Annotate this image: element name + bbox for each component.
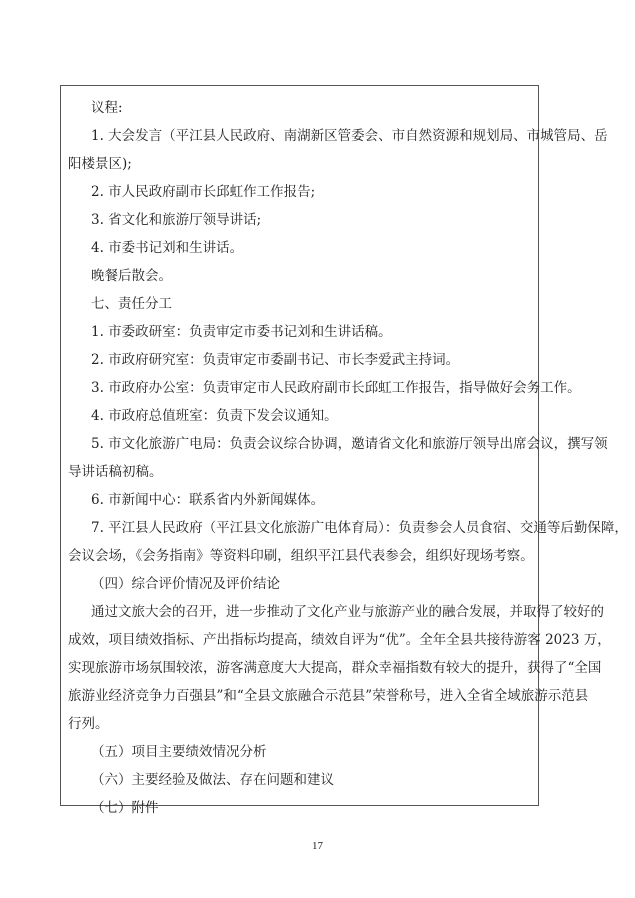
text-line: 导讲话稿初稿。 bbox=[68, 464, 163, 480]
text-line: 会议会场，《会务指南》等资料印刷，组织平江县代表参会，组织好现场考察。 bbox=[68, 548, 534, 564]
page-number: 17 bbox=[312, 840, 323, 852]
content-table-cell bbox=[60, 85, 628, 816]
text-line: 实现旅游市场氛围较浓，游客满意度大大提高，群众幸福指数有较大的提升，获得了“全国 bbox=[68, 660, 602, 676]
text-line: 3. 市政府办公室：负责审定市人民政府副市长邱虹工作报告，指导做好会务工作。 bbox=[91, 380, 581, 396]
text-line: （七）附件 bbox=[91, 800, 159, 816]
text-line: 7. 平江县人民政府（平江县文化旅游广电体育局）：负责参会人员食宿、交通等后勤保障， bbox=[91, 520, 628, 536]
text-line: 4. 市政府总值班室：负责下发会议通知。 bbox=[91, 408, 338, 424]
document-body bbox=[68, 94, 628, 822]
text-line: 晚餐后散会。 bbox=[91, 268, 172, 284]
text-line: 成效，项目绩效指标、产出指标均提高，绩效自评为“优”。全年全县共接待游客 2023 万， bbox=[68, 632, 611, 648]
text-line: 2. 市政府研究室：负责审定市委副书记、市长李爱武主持词。 bbox=[91, 352, 460, 368]
text-line: 行列。 bbox=[68, 716, 109, 732]
text-line: 议程: bbox=[91, 100, 123, 116]
text-line: 5. 市文化旅游广电局：负责会议综合协调，邀请省文化和旅游厅领导出席会议，撰写领 bbox=[91, 436, 608, 452]
text-line: （四）综合评价情况及评价结论 bbox=[91, 576, 280, 592]
text-line: （六）主要经验及做法、存在问题和建议 bbox=[91, 772, 334, 788]
text-line: 通过文旅大会的召开，进一步推动了文化产业与旅游产业的融合发展，并取得了较好的 bbox=[91, 604, 604, 620]
text-line: （五）项目主要绩效情况分析 bbox=[91, 744, 267, 760]
text-line: 旅游业经济竞争力百强县”和“全县文旅融合示范县”荣誉称号，进入全省全域旅游示范县 bbox=[68, 688, 589, 704]
text-line: 1. 市委政研室：负责审定市委书记刘和生讲话稿。 bbox=[91, 324, 392, 340]
text-line: 1. 大会发言（平江县人民政府、南湖新区管委会、市自然资源和规划局、市城管局、岳 bbox=[91, 128, 608, 144]
text-line: 4. 市委书记刘和生讲话。 bbox=[91, 240, 244, 256]
text-line: 阳楼景区); bbox=[68, 156, 132, 172]
text-line: 6. 市新闻中心：联系省内外新闻媒体。 bbox=[91, 492, 325, 508]
text-line: 2. 市人民政府副市长邱虹作工作报告; bbox=[91, 184, 316, 200]
text-line: 3. 省文化和旅游厅领导讲话; bbox=[91, 212, 262, 228]
text-line: 七、责任分工 bbox=[91, 296, 172, 312]
